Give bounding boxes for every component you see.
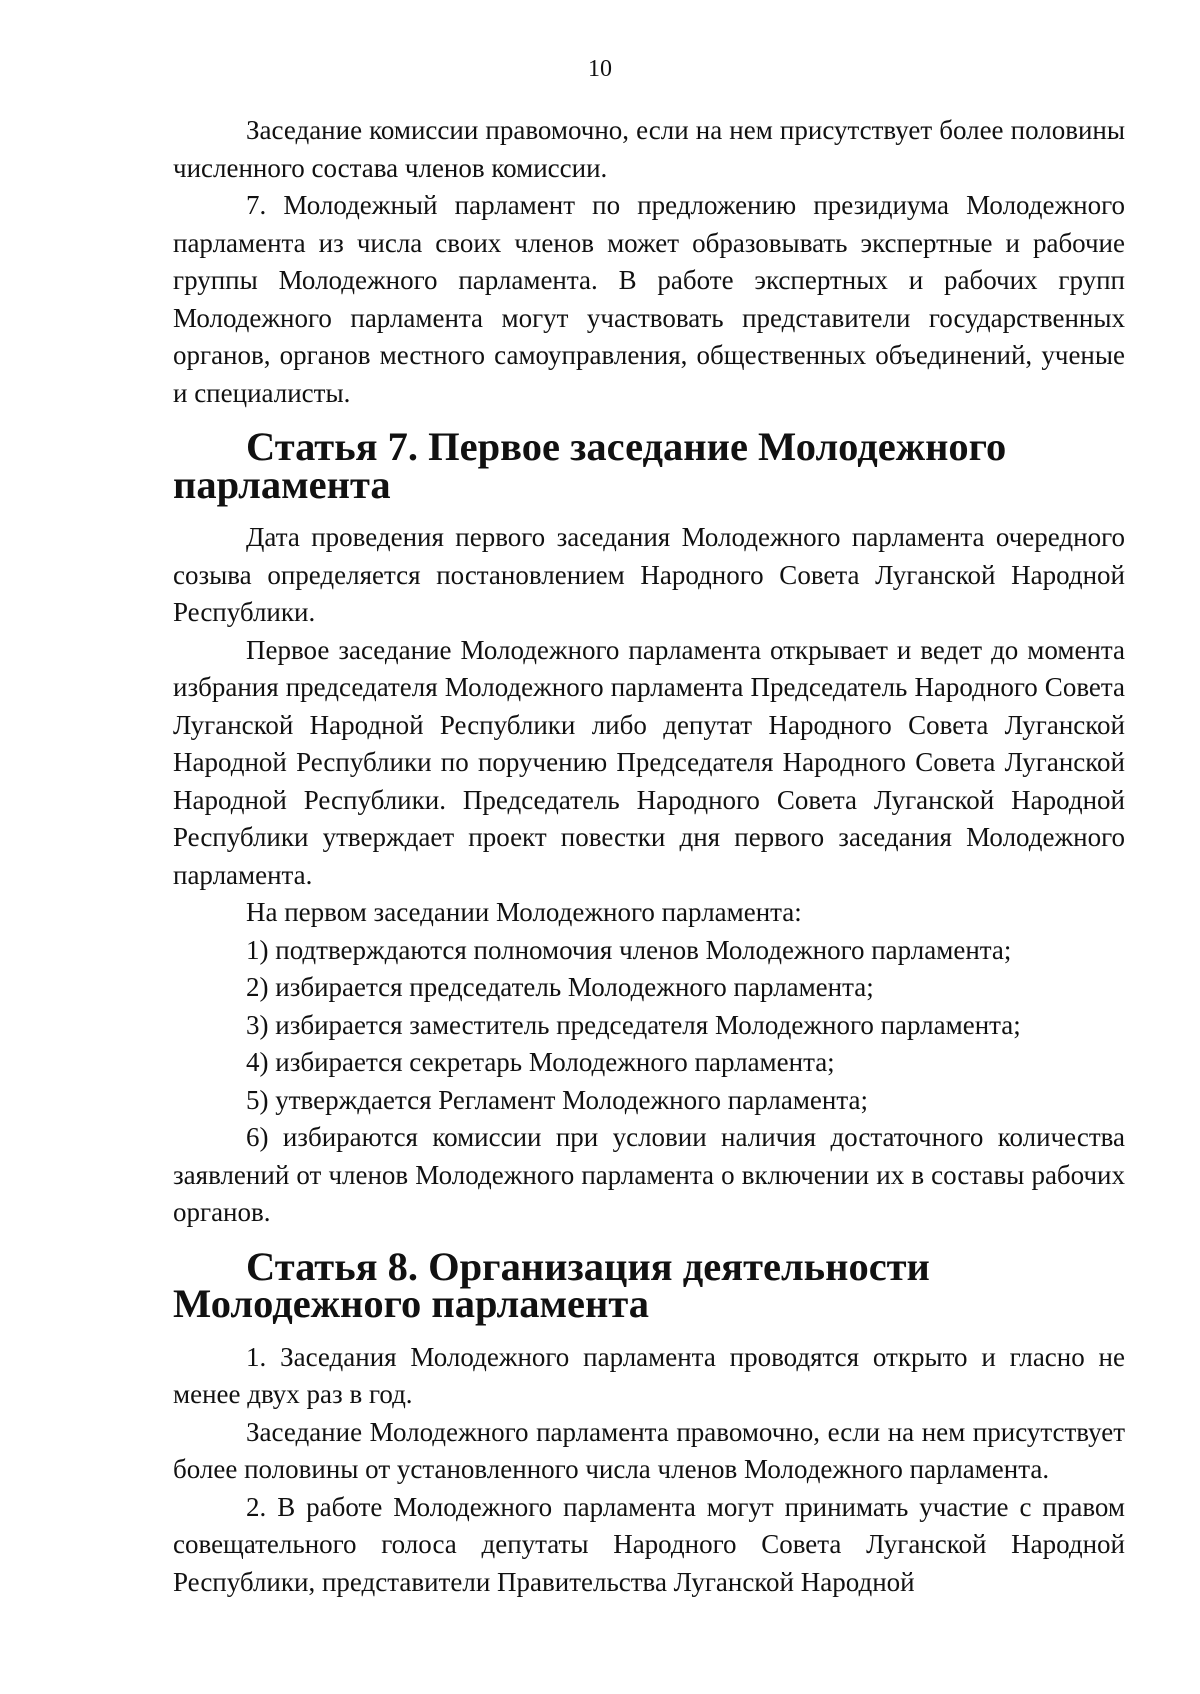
list-item-4: 4) избирается секретарь Молодежного парламента; (246, 1047, 835, 1077)
paragraph-first-session-date: Дата проведения первого заседания Молодежного парламента очередного созыва определяется постановлением Народного Совета Луганской Народной Республики. (173, 522, 1125, 627)
paragraph-first-session-chair: Первое заседание Молодежного парламента открывает и ведет до момента избрания председателя Молодежного парламента Председатель Народного Совета Луганской Народной Республики либо депутат Народного Совета Луганской Народной Республики по поручению Председателя Народного Совета Луганской Народной Республики. Председатель Народного Совета Луганской Народной Республики утверждает проект повестки дня первого заседания Молодежного парламента. (173, 634, 1125, 890)
list-item-5: 5) утверждается Регламент Молодежного парламента; (246, 1084, 868, 1115)
list-intro: На первом заседании Молодежного парламента: (246, 897, 802, 927)
document-body (173, 112, 1125, 1601)
list-item-1: 1) подтверждаются полномочия членов Молодежного парламента; (246, 934, 1012, 965)
list-item-3: 3) избирается заместитель председателя Молодежного парламента; (246, 1009, 1021, 1040)
paragraph-sessions-frequency: 1. Заседания Молодежного парламента проводятся открыто и гласно не менее двух раз в год. (173, 1341, 1125, 1409)
article-8-heading: Статья 8. Организация деятельности Молодежного парламента (173, 1243, 930, 1326)
paragraph-commission-quorum: Заседание комиссии правомочно, если на нем присутствует более половины численного состава членов комиссии. (173, 115, 1125, 183)
paragraph-expert-groups: 7. Молодежный парламент по предложению президиума Молодежного парламента из числа своих членов может образовывать экспертные и рабочие группы Молодежного парламента. В работе экспертных и рабочих групп Молодежного парламента могут участвовать представители государственных органов, органов местного самоуправления, общественных объединений, ученые и специалисты. (173, 190, 1125, 408)
paragraph-participants: 2. В работе Молодежного парламента могут принимать участие с правом совещательного голоса депутаты Народного Совета Луганской Народной Республики, представители Правительства Луганской Народной (173, 1491, 1125, 1597)
list-item-2: 2) избирается председатель Молодежного парламента; (246, 972, 874, 1002)
article-7-heading: Статья 7. Первое заседание Молодежного парламента (173, 424, 1007, 507)
list-item-6: 6) избираются комиссии при условии наличия достаточного количества заявлений от членов Молодежного парламента о включении их в составы рабочих органов. (173, 1122, 1125, 1227)
paragraph-session-quorum: Заседание Молодежного парламента правомочно, если на нем присутствует более половины от установленного числа членов Молодежного парламента. (173, 1416, 1125, 1484)
page-number: 10 (588, 56, 612, 82)
